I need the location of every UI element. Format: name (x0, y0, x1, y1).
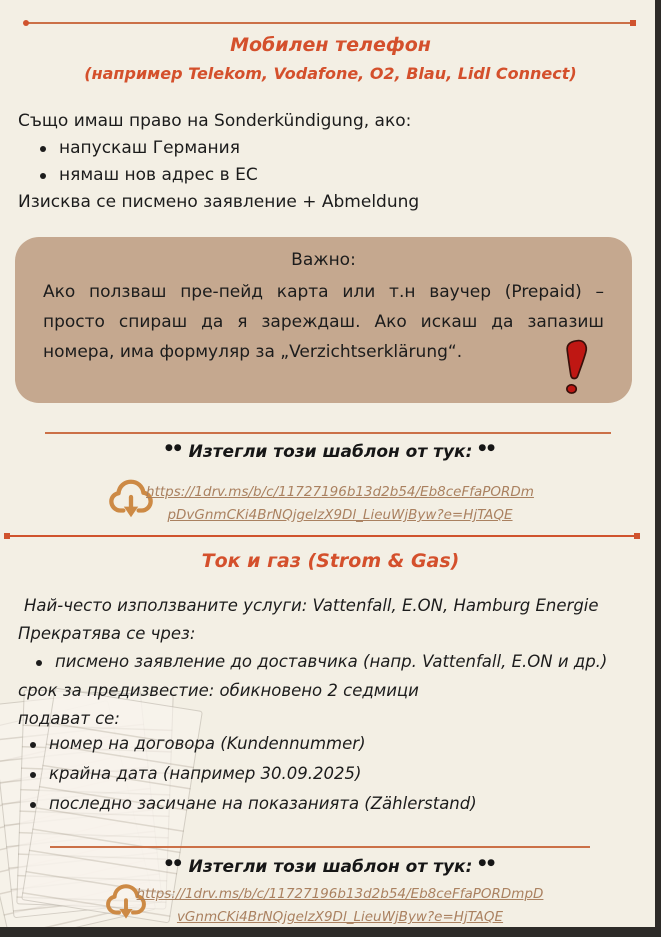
section-mobile-subtitle: (например Telekom, Vodafone, O2, Blau, Lidl Connect) (84, 64, 577, 83)
list-item (30, 734, 366, 753)
quote-dots-icon: ●● (478, 443, 497, 453)
list-item (30, 764, 361, 783)
bullet-icon (30, 772, 36, 778)
list-item-label: последно засичане на показанията (Zählerstand) (49, 794, 477, 813)
download-link-line2[interactable]: vGnmCKi4BrNQjgelzX9Dl_LieuWjByw?e=HjTAQE (176, 909, 504, 925)
download-heading-label: Изтегли този шаблон от тук: (188, 442, 473, 462)
viewer-edge-bottom (0, 927, 661, 937)
bullet-icon (40, 173, 46, 179)
download-link-line1[interactable]: https://1drv.ms/b/c/11727196b13d2b54/Eb8ceFfaPORDmpD (136, 886, 544, 902)
download-heading (0, 857, 661, 877)
energy-terminate-text: Прекратява се чрез: (18, 624, 196, 643)
download-heading (0, 442, 661, 462)
quote-dots-icon: ●● (478, 858, 497, 868)
quote-dots-icon: ●● (164, 443, 183, 453)
list-item (30, 794, 477, 813)
divider-line (45, 432, 611, 434)
list-item (40, 165, 258, 185)
important-note-box (15, 237, 632, 403)
viewer-edge-right (655, 0, 661, 937)
list-item-label: писмено заявление до доставчика (напр. Vattenfall, E.ON и др.) (55, 652, 608, 671)
list-item-label: номер на договора (Kundennummer) (49, 734, 366, 753)
list-item (36, 652, 607, 671)
important-box-heading: Важно: (291, 250, 356, 270)
download-link-line2[interactable]: pDvGnmCKi4BrNQjgelzX9Dl_LieuWjByw?e=HjTAQE (167, 507, 513, 523)
energy-services-text: Най-често използваните услуги: Vattenfall, E.ON, Hamburg Energie (24, 596, 599, 615)
energy-submit-text: подават се: (18, 709, 120, 728)
mobile-intro-text: Също имаш право на Sonderkündigung, ако: (18, 111, 412, 131)
bullet-icon (30, 802, 36, 808)
list-item-label: напускаш Германия (59, 138, 240, 158)
important-box-body: Ако ползваш пре-пейд карта или т.н ваучер (Prepaid) – просто спираш да я зареждаш. Ако искаш да запазиш номера, има формуляр за „Verzichtserklärung“. (43, 282, 604, 362)
list-item-label: нямаш нов адрес в ЕС (59, 165, 258, 185)
section-energy-title: Ток и газ (Strom & Gas) (201, 550, 460, 572)
bullet-icon (40, 146, 46, 152)
bullet-icon (36, 660, 42, 666)
list-item (40, 138, 240, 158)
section-mobile-title: Мобилен телефон (230, 34, 431, 56)
download-link[interactable] (130, 883, 550, 929)
download-heading-label: Изтегли този шаблон от тук: (188, 857, 473, 877)
section-divider-line (6, 535, 638, 537)
quote-dots-icon: ●● (164, 858, 183, 868)
mobile-outro-text: Изисква се писмено заявление + Abmeldung (18, 192, 420, 212)
download-link-line1[interactable]: https://1drv.ms/b/c/11727196b13d2b54/Eb8ceFfaPORDm (146, 484, 534, 500)
bullet-icon (30, 742, 36, 748)
exclamation-icon (558, 336, 591, 399)
top-divider-line (25, 22, 634, 24)
download-link[interactable] (130, 481, 550, 527)
list-item-label: крайна дата (например 30.09.2025) (49, 764, 362, 783)
energy-notice-text: срок за предизвестие: обикновено 2 седмици (18, 681, 419, 700)
divider-line (50, 846, 590, 848)
